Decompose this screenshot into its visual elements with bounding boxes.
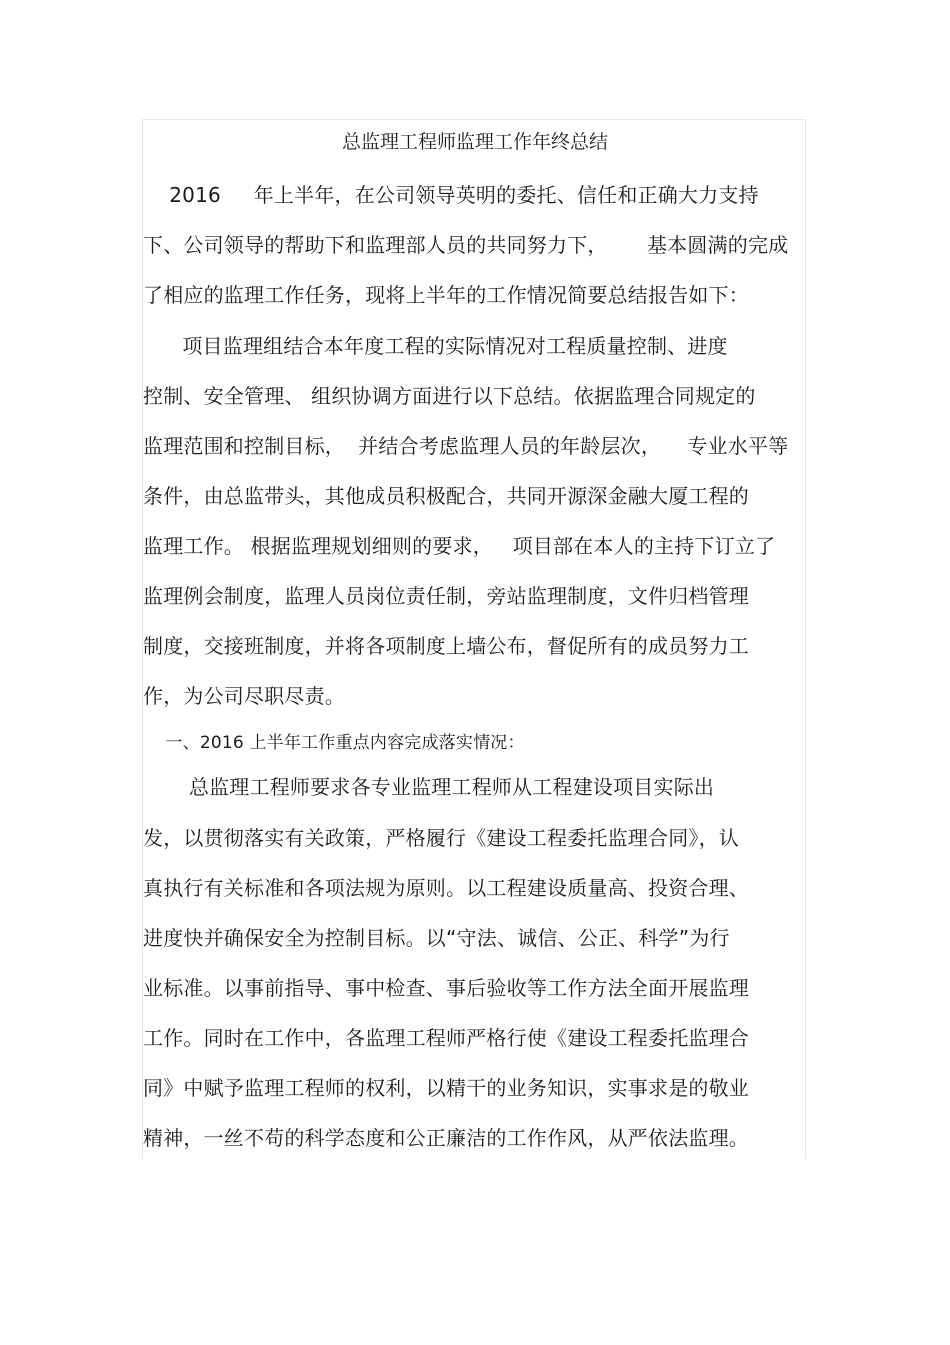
paragraph-line-6: 监理范围和控制目标， 并结合考虑监理人员的年龄层次， 专业水平等 (143, 434, 789, 458)
paragraph-line-18: 工作。同时在工作中，各监理工程师严格行使《建设工程委托监理合 (143, 1026, 749, 1050)
paragraph-line-7: 条件，由总监带头，其他成员积极配合，共同开源深金融大厦工程的 (143, 484, 749, 508)
paragraph-line-15: 真执行有关标准和各项法规为原则。以工程建设质量高、投资合理、 (143, 876, 749, 900)
paragraph-line-17: 业标准。以事前指导、事中检查、事后验收等工作方法全面开展监理 (143, 976, 749, 1000)
paragraph-line-11: 作，为公司尽职尽责。 (143, 684, 345, 708)
paragraph-line-3: 了相应的监理工作任务，现将上半年的工作情况简要总结报告如下： (143, 283, 749, 307)
paragraph-line-20: 精神，一丝不苟的科学态度和公正廉洁的工作作风，从严依法监理。 (143, 1126, 749, 1150)
paragraph-line-9: 监理例会制度，监理人员岗位责任制，旁站监理制度，文件归档管理 (143, 584, 749, 608)
section-heading: 一、2016 上半年工作重点内容完成落实情况： (143, 733, 525, 753)
paragraph-line-13: 总监理工程师要求各专业监理工程师从工程建设项目实际出 (143, 775, 715, 799)
paragraph-line-14: 发，以贯彻落实有关政策，严格履行《建设工程委托监理合同》，认 (143, 826, 739, 850)
paragraph-line-8: 监理工作。 根据监理规划细则的要求， 项目部在本人的主持下订立了 (143, 534, 776, 558)
paragraph-line-19: 同》中赋予监理工程师的权利，以精干的业务知识，实事求是的敬业 (143, 1076, 749, 1100)
document-title: 总监理工程师监理工作年终总结 (341, 131, 608, 153)
paragraph-line-5: 控制、安全管理、 组织协调方面进行以下总结。依据监理合同规定的 (143, 384, 756, 408)
paragraph-line-4: 项目监理组结合本年度工程的实际情况对工程质量控制、进度 (143, 334, 728, 358)
paragraph-line-16: 进度快并确保安全为控制目标。以“守法、诚信、公正、科学”为行 (143, 926, 730, 950)
paragraph-line-10: 制度，交接班制度，并将各项制度上墙公布，督促所有的成员努力工 (143, 634, 749, 658)
paragraph-line-2: 下、公司领导的帮助下和监理部人员的共同努力下， 基本圆满的完成 (143, 233, 789, 257)
paragraph-line-1: 2016 年上半年，在公司领导英明的委托、信任和正确大力支持 (143, 183, 759, 207)
